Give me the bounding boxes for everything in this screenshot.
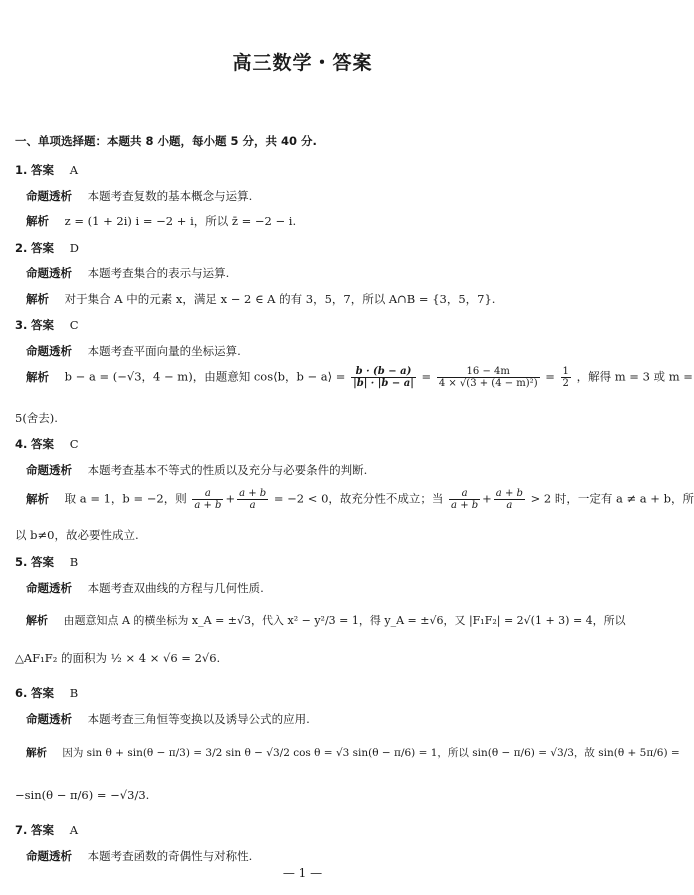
q1-point-line (26, 188, 252, 204)
q2-number: 2. (15, 241, 28, 255)
analysis-label: 解析 (26, 369, 49, 384)
q3-analysis-b: ，解得 m = 3 或 m = (576, 369, 693, 384)
analysis-label: 解析 (26, 214, 49, 228)
q5-answer-line (15, 554, 78, 570)
q7-point-line (26, 848, 252, 864)
point-label: 命题透析 (26, 189, 72, 203)
q5-analysis-line-2 (15, 650, 220, 666)
q6-answer: B (69, 686, 79, 700)
analysis-label: 解析 (26, 614, 48, 627)
q3-analysis-a: b − a = (−√3，4 − m)，由题意知 cos⟨b，b − a⟩ = (64, 369, 350, 384)
q3-analysis-line (26, 366, 693, 389)
q4-number: 4. (15, 437, 28, 451)
q2-analysis: 对于集合 A 中的元素 x，满足 x − 2 ∈ A 的有 3，5，7，所以 A∩B = {3，5，7}. (64, 292, 496, 306)
answer-label: 答案 (31, 318, 55, 332)
section-heading: 一、单项选择题：本题共 8 小题，每小题 5 分，共 40 分. (15, 134, 317, 148)
analysis-label: 解析 (26, 491, 49, 506)
equals-sign: = (421, 369, 432, 384)
answer-label: 答案 (31, 437, 55, 451)
q4-fraction-2: $\frac{a + b}{a}$ (239, 488, 267, 511)
q3-answer: C (69, 318, 79, 332)
q6-analysis-b: −sin(θ − π/6) = −√3/3. (15, 788, 150, 802)
q4-fraction-1: $\frac{a}{a + b}$ (194, 488, 222, 511)
q3-number: 3. (15, 318, 28, 332)
q1-analysis: z = (1 + 2i) i = −2 + i，所以 z̄ = −2 − i. (64, 214, 297, 228)
q4-point: 本题考查基本不等式的性质以及充分与必要条件的判断. (87, 463, 368, 477)
q6-analysis-line-2 (15, 788, 149, 802)
q3-analysis-line-2 (15, 410, 58, 426)
q5-number: 5. (15, 555, 28, 569)
q7-point: 本题考查函数的奇偶性与对称性. (87, 849, 253, 863)
q1-number: 1. (15, 163, 28, 177)
q6-number: 6. (15, 686, 28, 700)
q4-analysis-b: = −2 < 0，故充分性不成立；当 (273, 491, 444, 506)
q7-number: 7. (15, 823, 28, 837)
page-number: — 1 — (282, 866, 323, 880)
point-label: 命题透析 (26, 344, 72, 358)
point-label: 命题透析 (26, 712, 72, 726)
point-label: 命题透析 (26, 849, 72, 863)
q3-fraction-half: $\frac{1}{2}$ (562, 366, 569, 389)
q1-answer-line (15, 162, 78, 178)
q3-frac1-numerator: b · (b − a) (351, 366, 416, 378)
q5-point-line (26, 580, 264, 596)
q3-answer-line (15, 317, 79, 333)
q3-point: 本题考查平面向量的坐标运算. (87, 344, 241, 358)
q7-answer: A (69, 823, 78, 837)
q6-analysis-a: 因为 sin θ + sin(θ − π/3) = 3/2 sin θ − √3/2 cos θ = √3 sin(θ − π/6) = 1，所以 sin(θ − π/6) = √3/3，故 sin(θ + 5π/6) = (62, 747, 680, 759)
q6-point-line (26, 711, 310, 727)
q4-fraction-4: $\frac{a + b}{a}$ (495, 488, 523, 511)
q4-analysis-d: 以 b≠0，故必要性成立. (15, 528, 139, 542)
q5-answer: B (69, 555, 79, 569)
q2-answer: D (69, 241, 79, 255)
q1-point: 本题考查复数的基本概念与运算. (87, 189, 253, 203)
point-label: 命题透析 (26, 266, 72, 280)
q5-analysis-line (26, 612, 626, 628)
answer-label: 答案 (31, 686, 55, 700)
analysis-label: 解析 (26, 747, 47, 759)
q3-fraction-1 (351, 366, 416, 389)
answer-label: 答案 (31, 241, 55, 255)
q2-analysis-line (26, 291, 495, 307)
q5-analysis-a: 由题意知点 A 的横坐标为 x_A = ±√3，代入 x² − y²/3 = 1，得 y_A = ±√6，又 |F₁F₂| = 2√(1 + 3) = 4，所以 (63, 614, 626, 627)
q3-frac2-denominator: 4 × √(3 + (4 − m)²) (438, 378, 538, 389)
q4-analysis-c: > 2 时，一定有 a ≠ a + b，所 (530, 491, 694, 506)
answer-label: 答案 (31, 163, 55, 177)
answer-label: 答案 (31, 555, 55, 569)
page-title: 高三数学・答案 (232, 52, 373, 74)
q1-analysis-line (26, 213, 296, 229)
point-label: 命题透析 (26, 581, 72, 595)
q6-point: 本题考查三角恒等变换以及诱导公式的应用. (87, 712, 310, 726)
q4-fraction-3: $\frac{a}{a + b}$ (451, 488, 479, 511)
point-label: 命题透析 (26, 463, 72, 477)
q2-point: 本题考查集合的表示与运算. (87, 266, 230, 280)
q4-answer: C (69, 437, 79, 451)
q3-analysis-c: 5(舍去). (15, 411, 58, 425)
q4-analysis-a: 取 a = 1，b = −2，则 (64, 491, 187, 506)
q4-analysis-line: 解析 取 a = 1，b = −2，则 $\frac{a}{a + b}$ + $\frac{a + b}{a}$ = −2 < 0，故充分性不成立；当 $\frac{a}{a + b}$ + $\frac{a + b}{a}$ > 2 时，一定有 a ≠ a + b，所 (26, 488, 694, 511)
q3-frac1-denominator: |b| · |b − a| (353, 378, 414, 389)
q4-analysis-line-2 (15, 527, 139, 543)
q6-analysis-line (26, 745, 680, 760)
equals-sign: = (545, 369, 555, 384)
q3-frac2-numerator: 16 − 4m (437, 366, 540, 378)
q1-answer: A (69, 163, 78, 177)
q2-point-line (26, 265, 229, 281)
q3-point-line (26, 343, 241, 359)
answer-label: 答案 (31, 823, 55, 837)
q7-answer-line (15, 822, 78, 838)
q6-answer-line (15, 685, 78, 701)
analysis-label: 解析 (26, 292, 49, 306)
q3-fraction-2 (437, 366, 540, 389)
q4-point-line (26, 462, 367, 478)
q5-point: 本题考查双曲线的方程与几何性质. (87, 581, 264, 595)
q4-answer-line (15, 436, 79, 452)
q2-answer-line (15, 240, 79, 256)
q5-analysis-b: △AF₁F₂ 的面积为 ½ × 4 × √6 = 2√6. (15, 651, 221, 665)
